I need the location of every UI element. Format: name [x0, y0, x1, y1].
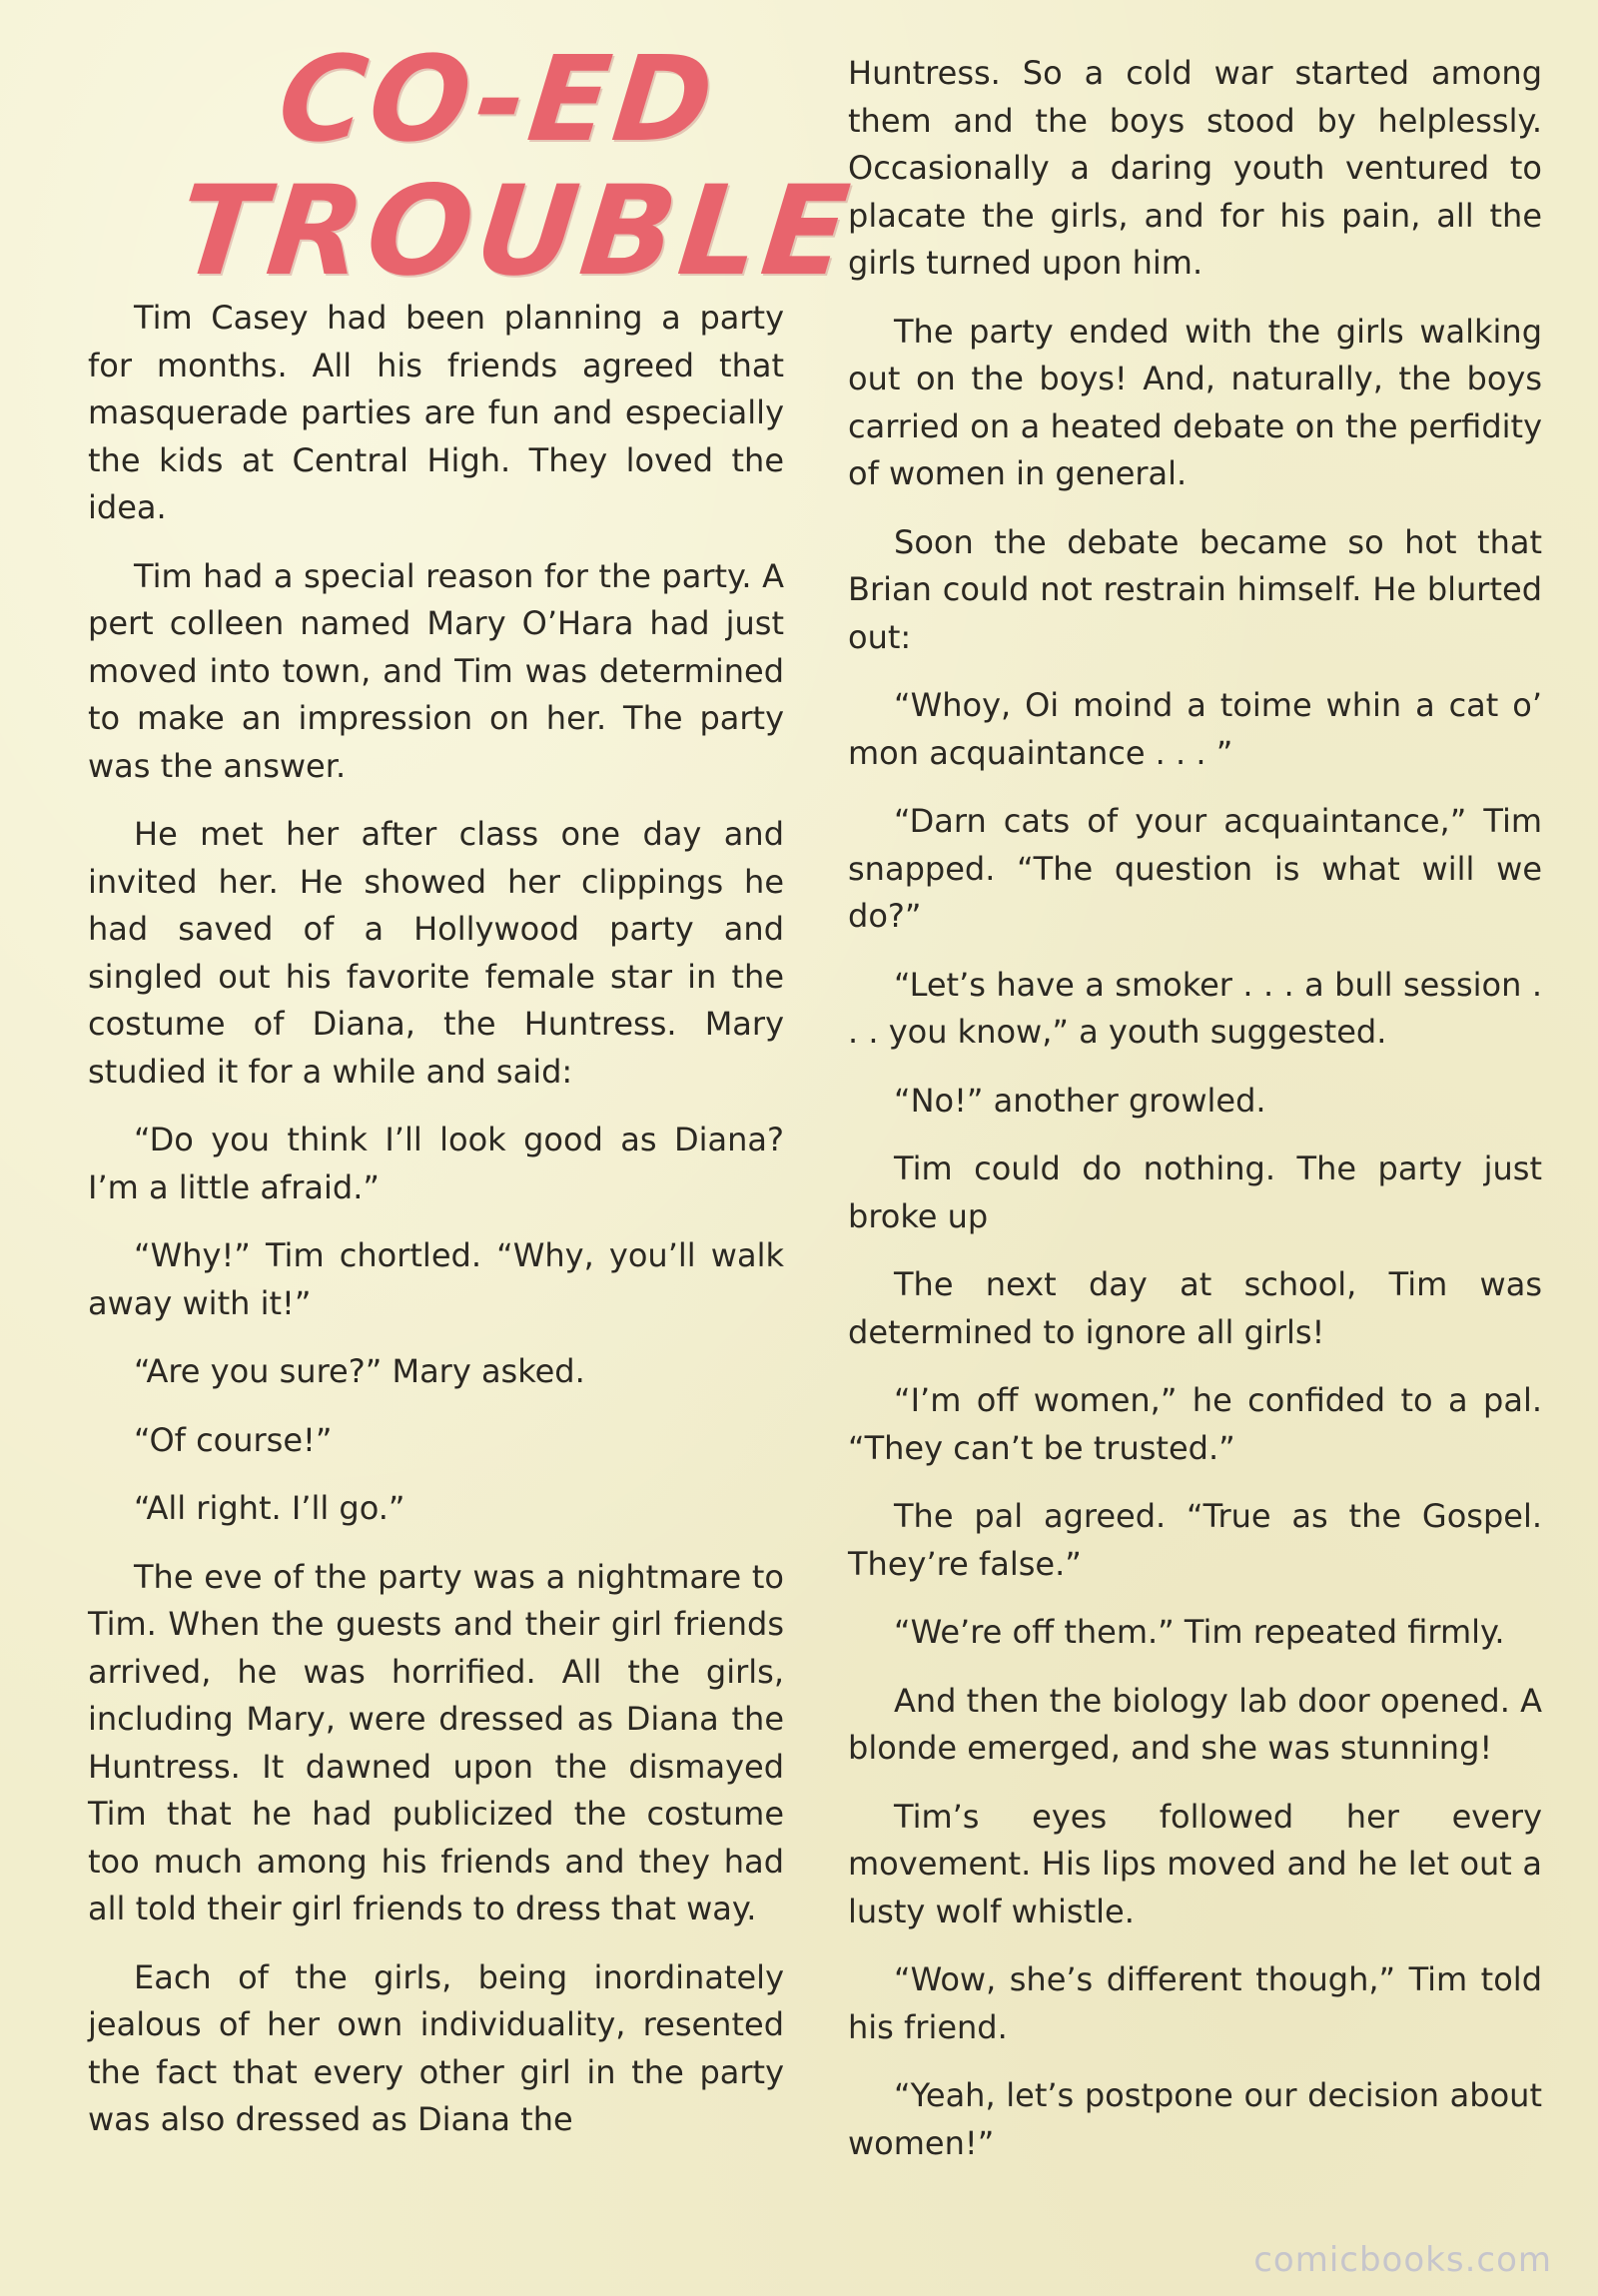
paragraph: “We’re off them.” Tim repeated firmly. — [894, 1613, 1505, 1651]
paragraph: The party ended with the girls walking out on the boys! And, naturally, the boys carried on a heated debate on the perfidity of women in general. — [848, 312, 1542, 492]
title-line-1: CO-ED — [272, 30, 723, 168]
right-column — [848, 50, 1542, 2188]
paragraph: Each of the girls, being inordinately jealous of her own individuality, resented the fact that every other girl in the party was also dressed as Diana the — [88, 1957, 784, 2138]
paragraph: Tim Casey had been planning a party for months. All his friends agreed that masquerade parties are fun and especially the kids at Central High. They loved the idea. — [88, 299, 784, 526]
paragraph: The next day at school, Tim was determined to ignore all girls! — [848, 1265, 1542, 1351]
paragraph: The eve of the party was a nightmare to Tim. When the guests and their girl friends arrived, he was horrified. All the girls, including Mary, were dressed as Diana the Huntress. It dawned upon the dismayed Tim that he had publicized the costume too much among his friends and they had all told their girl friends to dress that way. — [88, 1557, 784, 1927]
title-line-2: TROUBLE — [172, 160, 859, 304]
paragraph: “All right. I’ll go.” — [134, 1489, 405, 1527]
paragraph: And then the biology lab door opened. A blonde emerged, and she was stunning! — [848, 1681, 1542, 1767]
paragraph: “I’m off women,” he confided to a pal. “They can’t be trusted.” — [848, 1381, 1542, 1467]
paragraph: The pal agreed. “True as the Gospel. They’re false.” — [848, 1497, 1542, 1583]
paragraph: “Wow, she’s different though,” Tim told his friend. — [848, 1960, 1542, 2046]
paragraph-continuation: Huntress. So a cold war started among them and the boys stood by helplessly. Occasionally a daring youth ventured to placate the girls, and for his pain, all the girls turned upon him. — [848, 54, 1542, 282]
paragraph: “No!” another growled. — [894, 1081, 1266, 1120]
paragraph: Soon the debate became so hot that Brian could not restrain himself. He blurted out: — [848, 522, 1542, 656]
paragraph: “Are you sure?” Mary asked. — [134, 1352, 585, 1390]
watermark: comicbooks.com — [1253, 2240, 1552, 2280]
paragraph: “Whoy, Oi moind a toime whin a cat o’ mon acquaintance . . . ” — [848, 686, 1542, 772]
left-column — [88, 295, 784, 2165]
paragraph: “Let’s have a smoker . . . a bull session . . . you know,” a youth suggested. — [848, 965, 1542, 1051]
paragraph: “Darn cats of your acquaintance,” Tim snapped. “The question is what will we do?” — [848, 802, 1542, 935]
paragraph: “Why!” Tim chortled. “Why, you’ll walk away with it!” — [88, 1236, 784, 1322]
paragraph: Tim’s eyes followed her every movement. His lips moved and he let out a lusty wolf whistle. — [848, 1797, 1542, 1930]
paragraph: Tim could do nothing. The party just broke up — [848, 1149, 1542, 1235]
story-title — [150, 30, 859, 304]
paragraph: “Do you think I’ll look good as Diana? I’m a little afraid.” — [88, 1121, 784, 1206]
paragraph: “Of course!” — [134, 1420, 333, 1459]
paragraph: “Yeah, let’s postpone our decision about women!” — [848, 2076, 1542, 2162]
paragraph: He met her after class one day and invited her. He showed her clippings he had saved of a Hollywood party and singled out his favorite female star in the costume of Diana, the Huntress. Mary studied it for a while and said: — [88, 815, 784, 1091]
paragraph: Tim had a special reason for the party. A pert colleen named Mary O’Hara had just moved into town, and Tim was determined to make an impression on her. The party was the answer. — [88, 556, 784, 785]
